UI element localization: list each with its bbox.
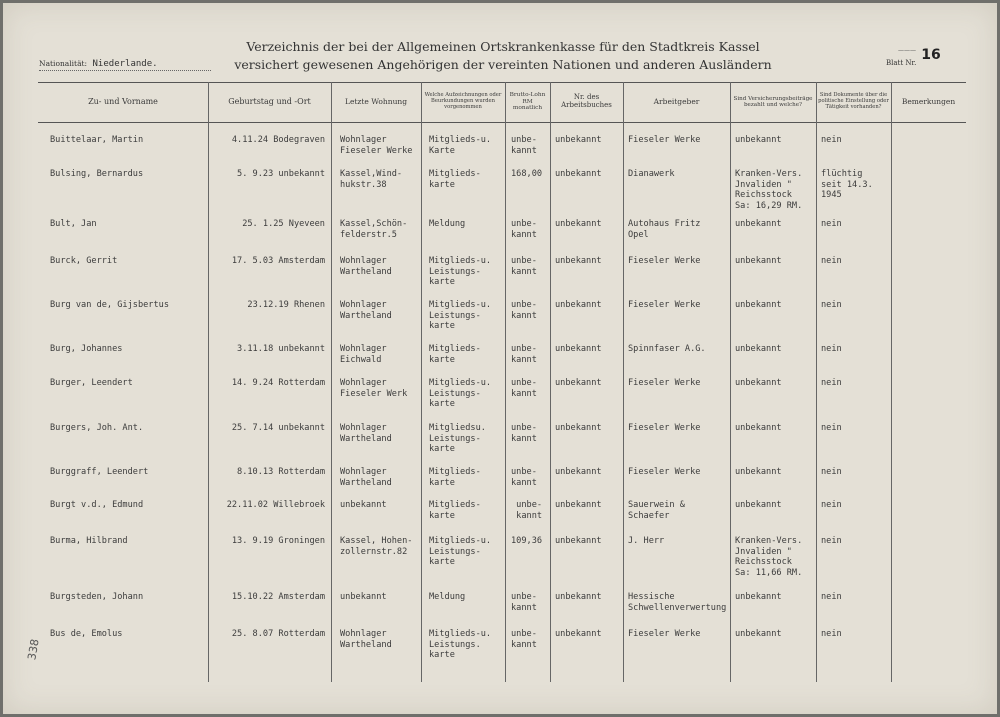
cell-residence: Wohnlager Fieseler Werk <box>340 378 408 399</box>
cell-benefits: unbekannt <box>735 467 782 477</box>
cell-birth: 25. 1.25 Nyeveen <box>242 219 325 229</box>
header-remarks: Bemerkungen <box>901 96 956 106</box>
cell-name: Burg van de, Gijsbertus <box>50 300 169 310</box>
cell-benefits: unbekannt <box>735 256 782 266</box>
cell-wage: 109,36 <box>511 536 543 546</box>
cell-birth: 22.11.02 Willebroek <box>226 500 325 510</box>
cell-wage: unbe- kannt <box>516 500 543 521</box>
cell-employer: Fieseler Werke <box>628 629 701 639</box>
cell-birth: 8.10.13 Rotterdam <box>237 467 325 477</box>
cell-employer: Sauerwein & Schaefer <box>628 500 685 521</box>
cell-documents: nein <box>821 467 842 477</box>
header-birth: Geburtstag und -Ort <box>228 96 311 106</box>
cell-residence: Wohnlager Wartheland <box>340 423 392 444</box>
column-rule <box>623 82 624 682</box>
cell-residence: Wohnlager Wartheland <box>340 256 392 277</box>
header-employer: Arbeitgeber <box>653 96 700 106</box>
cell-residence: Wohnlager Eichwald <box>340 344 387 365</box>
cell-workbook: unbekannt <box>555 344 602 354</box>
cell-name: Burgsteden, Johann <box>50 592 144 602</box>
sheet-number-mark: ——— <box>898 47 916 54</box>
cell-workbook: unbekannt <box>555 169 602 179</box>
sheet-number-value: 16 <box>921 47 941 63</box>
cell-name: Bus de, Emolus <box>50 629 123 639</box>
column-rule <box>331 82 332 682</box>
column-rule <box>550 82 551 682</box>
cell-records: Mitglieds-u. Leistungs- karte <box>429 378 492 409</box>
cell-birth: 13. 9.19 Groningen <box>231 536 325 546</box>
cell-records: Mitglieds-u. Leistungs. karte <box>429 629 492 660</box>
cell-birth: 4.11.24 Bodegraven <box>231 135 325 145</box>
cell-name: Bulsing, Bernardus <box>50 169 144 179</box>
cell-records: Mitglieds-u. Leistungs- karte <box>429 256 492 287</box>
cell-wage: unbe- kannt <box>511 256 537 277</box>
cell-residence: unbekannt <box>340 500 387 510</box>
cell-residence: Kassel, Hohen- zollernstr.82 <box>340 536 413 557</box>
cell-benefits: unbekannt <box>735 629 782 639</box>
cell-workbook: unbekannt <box>555 256 602 266</box>
cell-residence: unbekannt <box>340 592 387 602</box>
cell-name: Burgt v.d., Edmund <box>50 500 144 510</box>
cell-workbook: unbekannt <box>555 629 602 639</box>
cell-records: Mitglieds- karte <box>429 169 481 190</box>
cell-benefits: Kranken-Vers. Jnvaliden " Reichsstock Sa: 16,29 RM. <box>735 169 803 211</box>
cell-wage: unbe- kannt <box>511 135 537 156</box>
cell-documents: nein <box>821 592 842 602</box>
cell-workbook: unbekannt <box>555 300 602 310</box>
cell-benefits: unbekannt <box>735 219 782 229</box>
cell-residence: Kassel,Wind- hukstr.38 <box>340 169 403 190</box>
cell-records: Mitglieds-u. Leistungs- karte <box>429 536 492 567</box>
document-sheet <box>3 3 997 714</box>
cell-birth: 25. 8.07 Rotterdam <box>231 629 325 639</box>
cell-name: Burck, Gerrit <box>50 256 118 266</box>
cell-benefits: Kranken-Vers. Jnvaliden " Reichsstock Sa: 11,66 RM. <box>735 536 803 578</box>
header-name: Zu- und Vorname <box>88 96 158 106</box>
cell-documents: nein <box>821 219 842 229</box>
cell-documents: flüchtig seit 14.3. 1945 <box>821 169 873 200</box>
cell-residence: Wohnlager Wartheland <box>340 467 392 488</box>
cell-name: Burma, Hilbrand <box>50 536 128 546</box>
cell-birth: 23.12.19 Rhenen <box>247 300 325 310</box>
cell-workbook: unbekannt <box>555 592 602 602</box>
document-title-line-2: versichert gewesenen Angehörigen der vereinten Nationen und anderen Ausländern <box>234 57 772 72</box>
cell-wage: unbe- kannt <box>511 592 537 613</box>
header-records: Welche Aufzeichnungen oder Beurkundungen wurden vorgenommen <box>424 92 502 110</box>
cell-records: Mitglieds-u. Leistungs- karte <box>429 300 492 331</box>
table-top-rule <box>38 82 966 83</box>
header-wage: Brutto-Lohn RM monatlich <box>509 92 546 112</box>
cell-benefits: unbekannt <box>735 423 782 433</box>
header-residence: Letzte Wohnung <box>344 96 408 106</box>
register-table <box>38 82 966 682</box>
cell-residence: Wohnlager Fieseler Werke <box>340 135 413 156</box>
cell-name: Burggraff, Leendert <box>50 467 149 477</box>
cell-name: Burgers, Joh. Ant. <box>50 423 144 433</box>
cell-benefits: unbekannt <box>735 592 782 602</box>
cell-birth: 3.11.18 unbekannt <box>237 344 325 354</box>
cell-employer: Dianawerk <box>628 169 675 179</box>
cell-documents: nein <box>821 256 842 266</box>
cell-workbook: unbekannt <box>555 467 602 477</box>
cell-records: Mitglieds- karte <box>429 500 481 521</box>
cell-benefits: unbekannt <box>735 344 782 354</box>
cell-birth: 17. 5.03 Amsterdam <box>231 256 325 266</box>
cell-benefits: unbekannt <box>735 300 782 310</box>
cell-residence: Kassel,Schön- felderstr.5 <box>340 219 408 240</box>
cell-employer: Fieseler Werke <box>628 256 701 266</box>
cell-wage: unbe- kannt <box>511 467 537 488</box>
cell-name: Buittelaar, Martin <box>50 135 144 145</box>
cell-records: Mitglieds- karte <box>429 344 481 365</box>
nationality-field <box>39 59 158 69</box>
cell-records: Mitglieds- karte <box>429 467 481 488</box>
cell-employer: Fieseler Werke <box>628 378 701 388</box>
cell-workbook: unbekannt <box>555 500 602 510</box>
cell-name: Burger, Leendert <box>50 378 133 388</box>
cell-documents: nein <box>821 536 842 546</box>
cell-employer: Fieseler Werke <box>628 467 701 477</box>
cell-name: Bult, Jan <box>50 219 97 229</box>
column-rule <box>891 82 892 682</box>
cell-records: Mitglieds-u. Karte <box>429 135 492 156</box>
cell-employer: Fieseler Werke <box>628 423 701 433</box>
cell-employer: Autohaus Fritz Opel <box>628 219 701 240</box>
cell-wage: unbe- kannt <box>511 423 537 444</box>
cell-workbook: unbekannt <box>555 423 602 433</box>
cell-benefits: unbekannt <box>735 378 782 388</box>
sheet-number-field <box>886 47 941 67</box>
cell-birth: 25. 7.14 unbekannt <box>231 423 325 433</box>
cell-benefits: unbekannt <box>735 500 782 510</box>
cell-employer: Hessische Schwellenverwertung <box>628 592 727 613</box>
cell-birth: 15.10.22 Amsterdam <box>231 592 325 602</box>
header-workbook: Nr. des Arbeitsbuches <box>561 93 612 109</box>
cell-wage: unbe- kannt <box>511 378 537 399</box>
column-rule <box>730 82 731 682</box>
cell-wage: 168,00 <box>511 169 543 179</box>
cell-documents: nein <box>821 300 842 310</box>
cell-benefits: unbekannt <box>735 135 782 145</box>
cell-workbook: unbekannt <box>555 135 602 145</box>
column-rule <box>421 82 422 682</box>
cell-records: Meldung <box>429 592 466 602</box>
cell-wage: unbe- kannt <box>511 219 537 240</box>
cell-workbook: unbekannt <box>555 219 602 229</box>
cell-employer: J. Herr <box>628 536 665 546</box>
nationality-underline <box>39 70 211 71</box>
nationality-label: Nationalität: <box>39 59 88 68</box>
cell-documents: nein <box>821 629 842 639</box>
cell-records: Meldung <box>429 219 466 229</box>
cell-wage: unbe- kannt <box>511 300 537 321</box>
header-benefits: Sind Versicherungsbeiträge bezahlt und welche? <box>733 95 813 108</box>
cell-wage: unbe- kannt <box>511 344 537 365</box>
cell-wage: unbe- kannt <box>511 629 537 650</box>
cell-birth: 5. 9.23 unbekannt <box>237 169 325 179</box>
cell-residence: Wohnlager Wartheland <box>340 629 392 650</box>
cell-records: Mitgliedsu. Leistungs- karte <box>429 423 486 454</box>
cell-workbook: unbekannt <box>555 536 602 546</box>
sheet-number-label: Blatt Nr. <box>886 59 917 67</box>
cell-employer: Fieseler Werke <box>628 135 701 145</box>
cell-employer: Spinnfaser A.G. <box>628 344 706 354</box>
nationality-value: Niederlande. <box>92 59 158 69</box>
cell-documents: nein <box>821 135 842 145</box>
table-header-rule <box>38 122 966 123</box>
document-title-line-1: Verzeichnis der bei der Allgemeinen Ortskrankenkasse für den Stadtkreis Kassel <box>246 39 760 54</box>
column-rule <box>816 82 817 682</box>
cell-residence: Wohnlager Wartheland <box>340 300 392 321</box>
cell-documents: nein <box>821 423 842 433</box>
cell-workbook: unbekannt <box>555 378 602 388</box>
cell-documents: nein <box>821 344 842 354</box>
cell-documents: nein <box>821 500 842 510</box>
header-documents: Sind Dokumente über die politische Einstellung oder Tätigkeit vorhanden? <box>818 92 889 110</box>
cell-documents: nein <box>821 378 842 388</box>
cell-employer: Fieseler Werke <box>628 300 701 310</box>
column-rule <box>505 82 506 682</box>
cell-birth: 14. 9.24 Rotterdam <box>231 378 325 388</box>
cell-name: Burg, Johannes <box>50 344 123 354</box>
margin-handwriting: 338 <box>25 638 42 661</box>
